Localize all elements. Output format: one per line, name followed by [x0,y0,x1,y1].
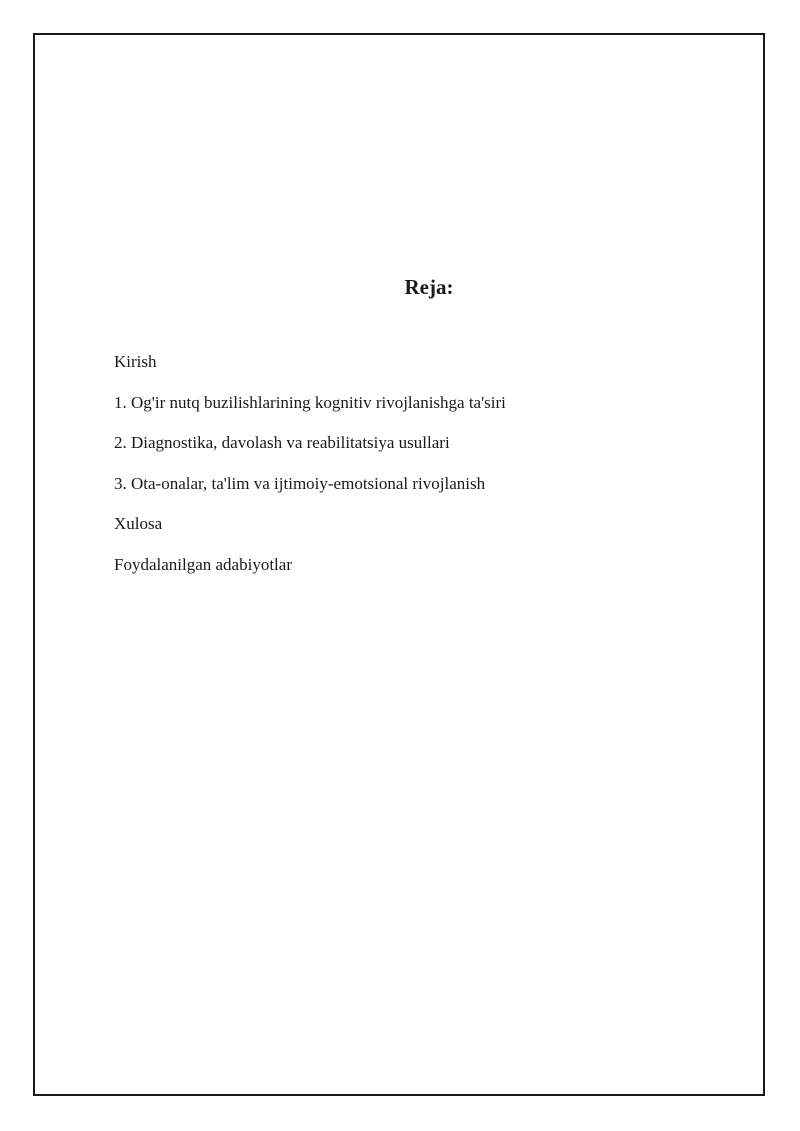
plan-item-chapter-2: 2. Diagnostika, davolash va reabilitatsiya usullari [114,433,450,453]
plan-list [114,350,506,594]
plan-item-introduction: Kirish [114,352,157,371]
page-title: Reja: [404,275,454,299]
plan-item-chapter-1: 1. Og'ir nutq buzilishlarining kognitiv rivojlanishga ta'siri [114,392,506,412]
plan-item-conclusion: Xulosa [114,514,163,534]
plan-item-chapter-3: 3. Ota-onalar, ta'lim va ijtimoiy-emotsional rivojlanish [114,473,486,493]
plan-item-references: Foydalanilgan adabiyotlar [114,554,292,574]
